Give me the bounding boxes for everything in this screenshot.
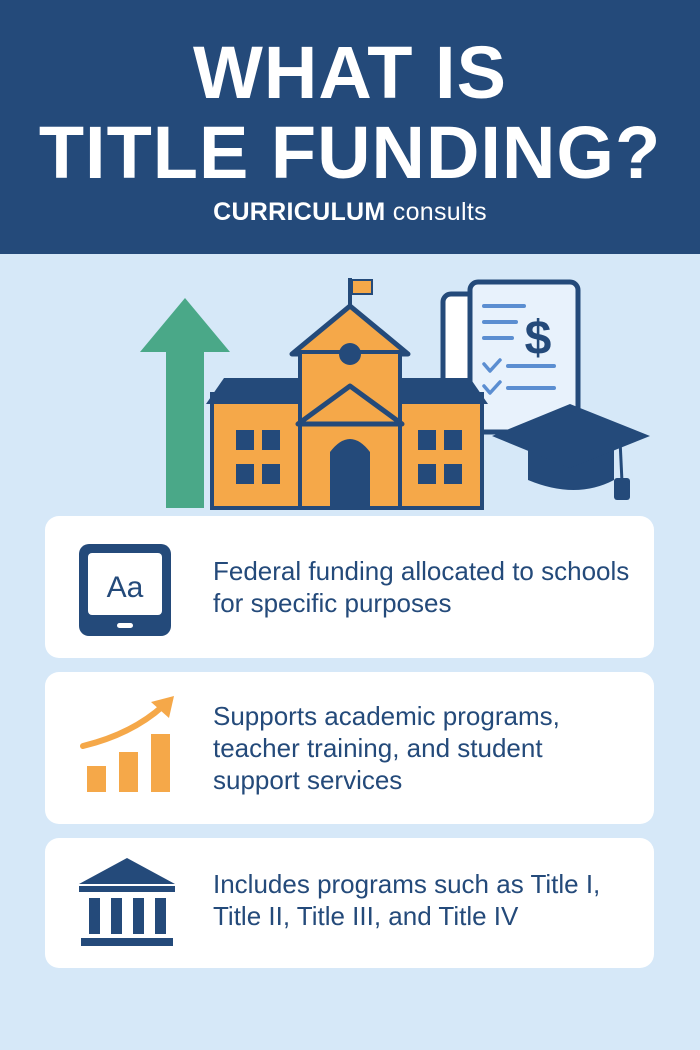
page-title-line-1: WHAT IS [193,31,507,114]
info-card-academic-programs [45,672,654,824]
card-text: Includes programs such as Title I, Title II, Title III, and Title IV [213,869,601,931]
brand-name-bold: CURRICULUM [213,198,386,226]
brand-subtitle [0,198,700,227]
dollar-sign-icon: $ [524,312,552,365]
growth-chart-icon [77,694,177,799]
tablet-aa-icon [77,542,173,643]
page-title-line-2: TITLE FUNDING? [38,111,662,194]
hero-svg [0,254,700,516]
info-card-title-programs [45,838,654,968]
tablet-aa-label: Aa [106,571,144,604]
info-card-federal-funding [45,516,654,658]
card-text: Supports academic programs, teacher training, and student support services [213,701,560,795]
brand-name-light: consults [392,198,487,226]
government-building-icon [77,856,177,955]
card-text: Federal funding allocated to schools for specific purposes [213,556,630,618]
header-banner [0,0,700,254]
hero-illustration [0,254,700,516]
